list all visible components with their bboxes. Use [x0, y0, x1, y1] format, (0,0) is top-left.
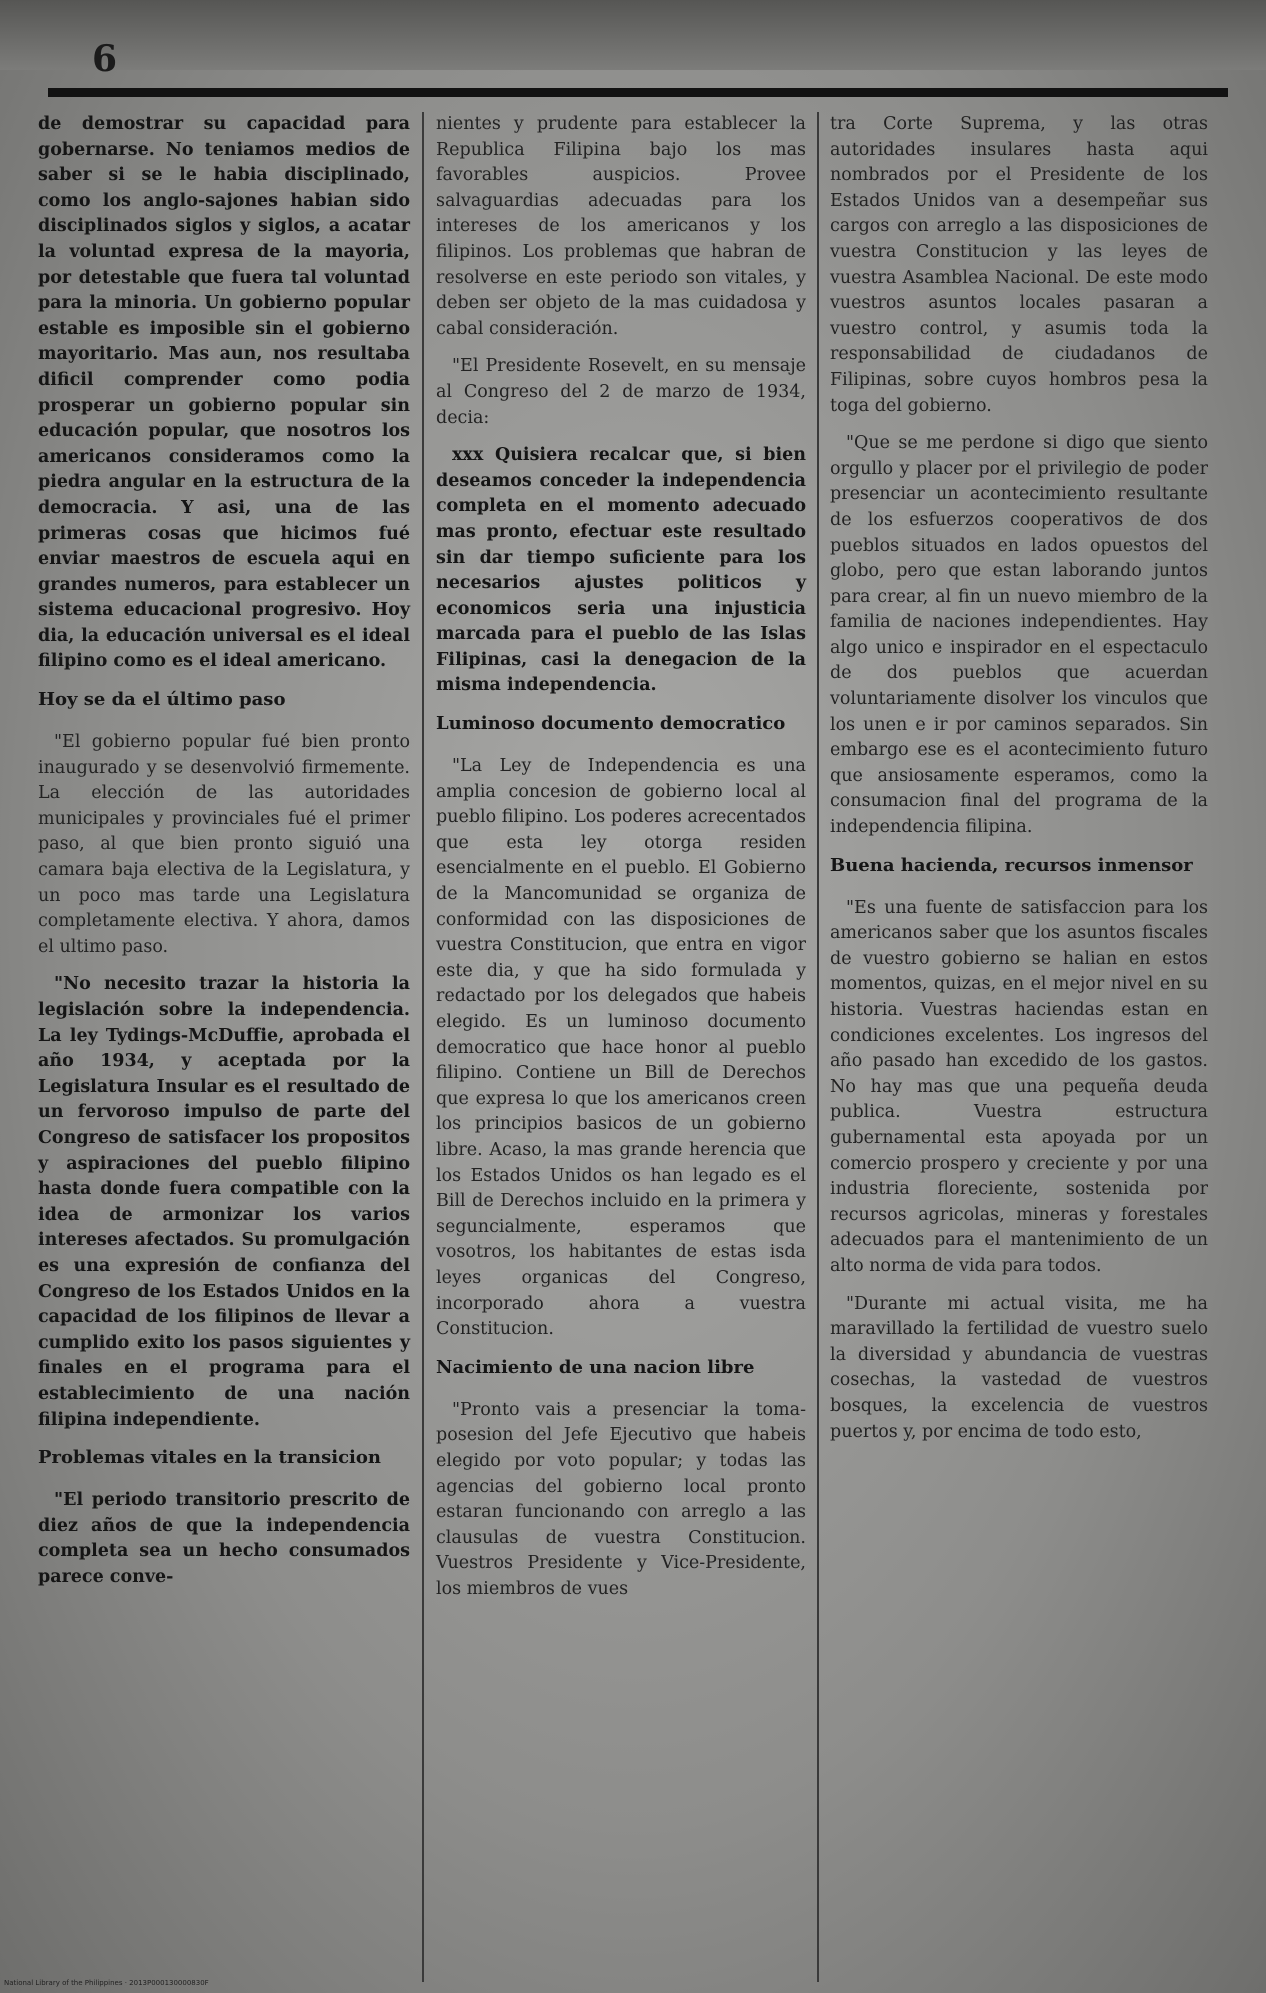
paragraph: "Es una fuente de satisfaccion para los americanos saber que los asuntos fiscales de vuestro gobierno se halian en estos momentos, quizas, en el mejor nivel en su historia. Vuestras haciendas estan en condiciones excelentes. Los ingresos del año pasado han excedido de los gastos. No hay mas que una pequeña deuda publica. Vuestra estructura gubernamental esta apoyada por un comercio prospero y creciente y por una industria floreciente, sostenida por recursos agricolas, mineras y forestales adecuados para el mantenimiento de un alto norma de vida para todos.: [830, 897, 1208, 1276]
paragraph: "La Ley de Independencia es una amplia concesion de gobierno local al pueblo filipino. Los poderes acrecentados que esta ley otorga residen esencialmente en el pueblo. El Gobierno de la Mancomunidad se organiza de conformidad con las disposiciones de vuestra Constitucion, que entra en vigor este dia, y que ha sido formulada y redactado por los delegados que habeis elegido. Es un luminoso documento democratico que hace honor al pueblo filipino. Contiene un Bill de Derechos que expresa lo que los americanos creen los principios basicos de un gobierno libre. Acaso, la mas grande herencia que los Estados Unidos os han legado es el Bill de Derechos incluido en la primera y seguncialmente, esperamos que vosotros, los habitantes de estas isda leyes organicas del Congreso, incorporado ahora a vuestra Constitucion.: [436, 756, 806, 1340]
quoted-paragraph: xxx Quisiera recalcar que, si bien deseamos conceder la independencia completa en el momento adecuado mas pronto, efectuar este resultado sin dar tiempo suficiente para los necesarios ajustes politicos y economicos seria una injusticia marcada para el pueblo de las Islas Filipinas, casi la denegacion de la misma independencia.: [436, 445, 806, 696]
paragraph: "Pronto vais a presenciar la toma-posesion del Jefe Ejecutivo que habeis elegido por voto popular; y todas las agencias del gobierno local pronto estaran funcionando con arreglo a las clausulas de vuestra Constitucion. Vuestros Presidente y Vice-Presidente, los miembros de vues: [436, 1399, 806, 1599]
section-heading: Luminoso documento democratico: [436, 713, 786, 735]
paragraph: "No necesito trazar la historia la legislación sobre la independencia. La ley Tydings-McDuffie, aprobada el año 1934, y aceptada por la Legislatura Insular es el resultado de un fervoroso impulso de parte del Congreso de satisfacer los propositos y aspiraciones del pueblo filipino hasta donde fuera compatible con la idea de armonizar los varios intereses afectados. Su promulgación es una expresión de confianza del Congreso de los Estados Unidos en la capacidad de los filipinos de llevar a cumplido exito los pasos siguientes y finales en el programa para el establecimiento de una nación filipina independiente.: [38, 974, 410, 1430]
column-1: [38, 112, 410, 1602]
header-rule: [48, 88, 1228, 97]
paragraph: tra Corte Suprema, y las otras autoridades insulares hasta aqui nombrados por el Presidente de los Estados Unidos van a desempeñar sus cargos con arreglo a las disposiciones de vuestra Constitucion y las leyes de vuestra Asamblea Nacional. De este modo vuestros asuntos locales pasaran a vuestro control, y asumis toda la responsabilidad de ciudadanos de Filipinas, sobre cuyos hombros pesa la toga del gobierno.: [830, 114, 1208, 416]
paragraph: de demostrar su capacidad para gobernarse. No teniamos medios de saber si se le habia disciplinado, como los anglo-sajones habian sido disciplinados siglos y siglos, a acatar la voluntad expresa de la mayoria, por detestable que fuera tal voluntad para la minoria. Un gobierno popular estable es imposible sin el gobierno mayoritario. Mas aun, nos resultaba dificil comprender como podia prosperar un gobierno popular sin educación popular, que nosotros los americanos consideramos como la piedra angular en la estructura de la democracia. Y asi, una de las primeras cosas que hicimos fué enviar maestros de escuela aqui en grandes numeros, para establecer un sistema educacional progresivo. Hoy dia, la educación universal es el ideal filipino como es el ideal americano.: [38, 114, 410, 672]
paragraph: "El Presidente Rosevelt, en su mensaje al Congreso del 2 de marzo de 1934, decia:: [436, 356, 806, 428]
paragraph: "El periodo transitorio prescrito de diez años de que la independencia completa sea un hecho consumados parece conve-: [38, 1490, 410, 1587]
scan-credit: National Library of the Philippines · 2013P000130000830F: [4, 1979, 209, 1987]
paragraph: "El gobierno popular fué bien pronto inaugurado y se desenvolvió firmemente. La elección de las autoridades municipales y provinciales fué el primer paso, al que bien pronto siguió una camara baja electiva de la Legislatura, y un poco mas tarde una Legislatura completamente electiva. Y ahora, damos el ultimo paso.: [38, 732, 410, 957]
section-heading: Hoy se da el último paso: [38, 689, 286, 711]
column-divider: [422, 112, 424, 1982]
paragraph: nientes y prudente para establecer la Republica Filipina bajo los mas favorables auspicios. Provee salvaguardias adecuadas para los intereses de los americanos y los filipinos. Los problemas que habran de resolverse en este periodo son vitales, y deben ser objeto de la mas cuidadosa y cabal consideración.: [436, 114, 806, 339]
section-heading: Buena hacienda, recursos inmensor: [830, 854, 1193, 876]
column-divider: [817, 112, 819, 1982]
paragraph: "Que se me perdone si digo que siento orgullo y placer por el privilegio de poder presenciar un acontecimiento resultante de los esfuerzos cooperativos de dos pueblos situados en lados opuestos del globo, pero que estan laborando juntos para crear, al fin un nuevo miembro de la familia de naciones independientes. Hay algo unico e inspirador en el espectaculo de dos pueblos que acuerdan voluntariamente disolver los vinculos que los unen e ir por caminos separados. Sin embargo ese es el acontecimiento futuro que ansiosamente esperamos, como la consumacion final del programa de la independencia filipina.: [830, 433, 1208, 838]
section-heading: Nacimiento de una nacion libre: [436, 1356, 755, 1378]
page-header-band: [0, 0, 1266, 70]
column-3: [830, 112, 1208, 1457]
page-number: 6: [92, 38, 118, 80]
section-heading: Problemas vitales en la transicion: [38, 1447, 381, 1469]
column-2: [436, 112, 806, 1614]
paragraph: "Durante mi actual visita, me ha maravillado la fertilidad de vuestro suelo la diversidad y abundancia de vuestras cosechas, la vastedad de vuestros bosques, la excelencia de vuestros puertos y, por encima de todo esto,: [830, 1293, 1208, 1442]
